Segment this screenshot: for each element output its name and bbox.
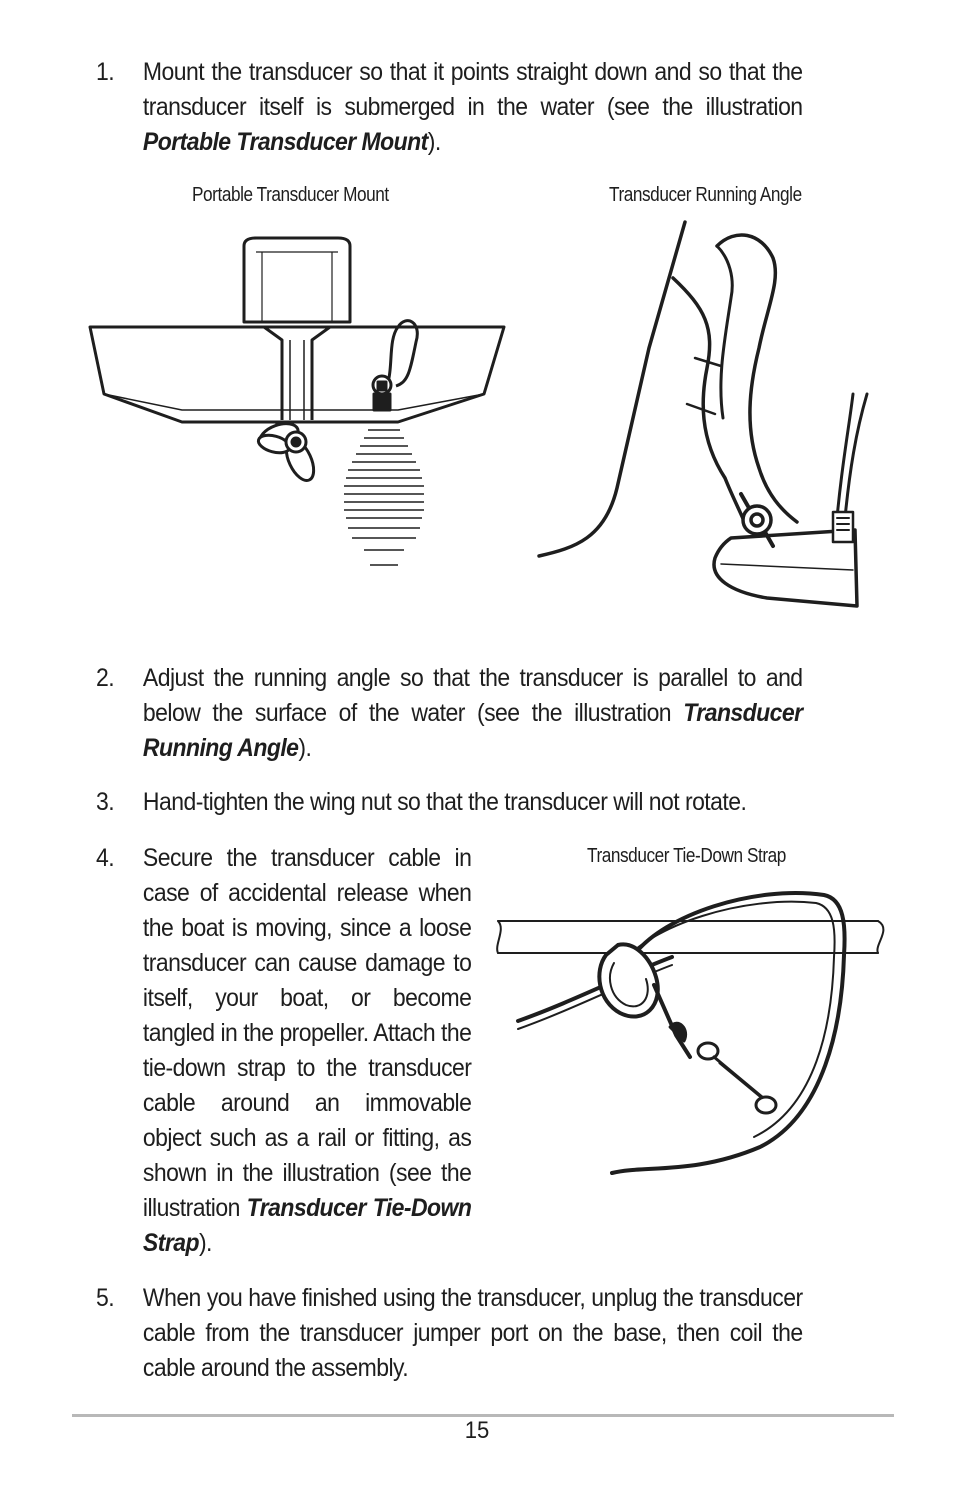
step-text: Mount the transducer so that it points straight down and so that the transducer itself is submerged in the water (see the illustration Portable Transducer Mount). — [142, 58, 803, 156]
illustration-reference: Portable Transducer Mount — [142, 128, 428, 156]
figure-caption-running-angle: Transducer Running Angle — [609, 184, 802, 206]
step-number: 5. — [96, 1284, 115, 1312]
figure-caption-tie-down: Transducer Tie-Down Strap — [587, 845, 786, 867]
page-number: 15 — [464, 1417, 490, 1444]
step-text: Secure the transducer cable in case of accidental release when the boat is moving, since a loose transducer can cause damage to itself, your boat, or become tangled in the propeller. Attach the tie-down strap to the transducer cable around an immovable object such as a rail or fitting, as shown in the illustration (see the illustration Transducer Tie-Down Strap). — [142, 844, 472, 1257]
step-text: Hand-tighten the wing nut so that the transducer will not rotate. — [142, 788, 747, 816]
step-3 — [96, 785, 803, 820]
step-number: 2. — [96, 664, 115, 692]
step-number: 4. — [96, 844, 115, 872]
step-number: 1. — [96, 58, 115, 86]
step-5 — [96, 1281, 803, 1386]
illustration-reference: Transducer Running Angle — [142, 699, 803, 762]
step-1 — [96, 55, 803, 160]
step-number: 3. — [96, 788, 115, 816]
step-text: When you have finished using the transducer, unplug the transducer cable from the transducer jumper port on the base, then coil the cable around the assembly. — [142, 1284, 803, 1382]
illustration-reference: Transducer Tie-Down Strap — [142, 1194, 472, 1257]
step-2 — [96, 661, 803, 766]
portable-transducer-mount-illustration — [86, 232, 510, 577]
transducer-tie-down-strap-illustration — [494, 885, 892, 1185]
transducer-running-angle-illustration — [535, 218, 875, 610]
step-4 — [96, 841, 471, 1261]
figure-caption-portable-mount: Portable Transducer Mount — [192, 184, 389, 206]
step-text: Adjust the running angle so that the transducer is parallel to and below the surface of the water (see the illustration Transducer Running Angle). — [142, 664, 803, 762]
